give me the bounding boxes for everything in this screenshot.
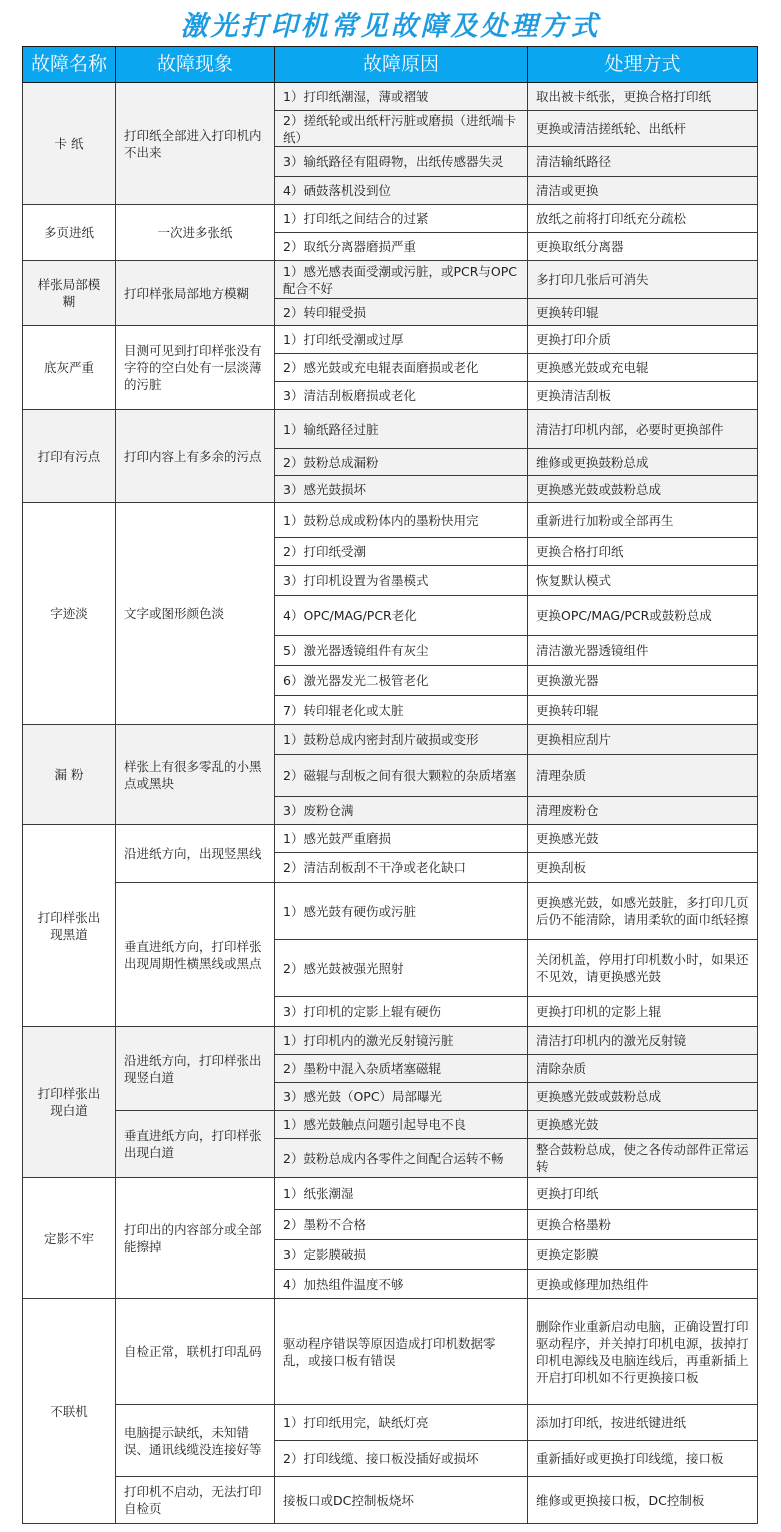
fault-solution: 更换感光鼓或鼓粉总成 [528, 476, 758, 503]
table-row [23, 1111, 758, 1139]
table-row [23, 825, 758, 853]
fault-cause: 3）打印机的定影上辊有硬伤 [275, 997, 528, 1027]
fault-phenomenon: 垂直进纸方向，打印样张出现周期性横黑线或黑点 [116, 883, 275, 1027]
fault-solution: 更换打印介质 [528, 326, 758, 354]
fault-solution: 更换合格墨粉 [528, 1210, 758, 1240]
fault-cause: 1）鼓粉总成或粉体内的墨粉快用完 [275, 503, 528, 538]
fault-solution: 清洁输纸路径 [528, 147, 758, 177]
fault-cause: 3）打印机设置为省墨模式 [275, 566, 528, 596]
fault-solution: 清洁打印机内部，必要时更换部件 [528, 410, 758, 449]
fault-solution: 取出被卡纸张，更换合格打印纸 [528, 83, 758, 111]
fault-cause: 1）打印机内的激光反射镜污脏 [275, 1027, 528, 1055]
fault-cause: 1）输纸路径过脏 [275, 410, 528, 449]
header-cause: 故障原因 [275, 47, 528, 83]
fault-cause: 1）打印纸用完，缺纸灯亮 [275, 1405, 528, 1441]
fault-solution: 关闭机盖，停用打印机数小时，如果还不见效，请更换感光鼓 [528, 940, 758, 997]
fault-solution: 更换或清洁搓纸轮、出纸杆 [528, 111, 758, 147]
header-row [23, 47, 758, 83]
fault-cause: 2）墨粉不合格 [275, 1210, 528, 1240]
fault-cause: 驱动程序错误等原因造成打印机数据零乱，或接口板有错误 [275, 1299, 528, 1405]
fault-solution: 多打印几张后可消失 [528, 261, 758, 299]
fault-solution: 更换感光鼓或充电辊 [528, 354, 758, 382]
fault-name: 打印样张出现黑道 [23, 825, 116, 1027]
page-title: 激光打印机常见故障及处理方式 [180, 11, 601, 42]
table-row [23, 503, 758, 538]
fault-cause: 3）清洁刮板磨损或老化 [275, 382, 528, 410]
fault-solution: 清洁激光器透镜组件 [528, 636, 758, 666]
fault-solution: 恢复默认模式 [528, 566, 758, 596]
table-row [23, 725, 758, 755]
fault-name: 不联机 [23, 1299, 116, 1524]
fault-phenomenon: 一次进多张纸 [116, 205, 275, 261]
fault-phenomenon: 自检正常，联机打印乱码 [116, 1299, 275, 1405]
fault-solution: 更换相应刮片 [528, 725, 758, 755]
fault-solution: 清除杂质 [528, 1055, 758, 1083]
fault-name: 字迹淡 [23, 503, 116, 725]
fault-solution: 维修或更换鼓粉总成 [528, 449, 758, 476]
fault-phenomenon: 打印样张局部地方模糊 [116, 261, 275, 326]
fault-name: 打印样张出现白道 [23, 1027, 116, 1178]
table-row [23, 326, 758, 354]
fault-cause: 2）感光鼓或充电辊表面磨损或老化 [275, 354, 528, 382]
fault-cause: 4）加热组件温度不够 [275, 1270, 528, 1299]
fault-solution: 更换定影膜 [528, 1240, 758, 1270]
fault-cause: 接板口或DC控制板烧坏 [275, 1477, 528, 1524]
fault-cause: 2）墨粉中混入杂质堵塞磁辊 [275, 1055, 528, 1083]
fault-solution: 更换打印纸 [528, 1178, 758, 1210]
fault-solution: 更换感光鼓 [528, 825, 758, 853]
table-row [23, 410, 758, 449]
fault-solution: 整合鼓粉总成，使之各传动部件正常运转 [528, 1139, 758, 1178]
fault-phenomenon: 打印机不启动，无法打印自检页 [116, 1477, 275, 1524]
fault-solution: 清理废粉仓 [528, 797, 758, 825]
fault-solution: 更换刮板 [528, 853, 758, 883]
fault-cause: 2）打印纸受潮 [275, 538, 528, 566]
fault-cause: 2）鼓粉总成内各零件之间配合运转不畅 [275, 1139, 528, 1178]
fault-cause: 3）废粉仓满 [275, 797, 528, 825]
fault-solution: 更换取纸分离器 [528, 233, 758, 261]
fault-solution: 清洁打印机内的激光反射镜 [528, 1027, 758, 1055]
fault-phenomenon: 打印出的内容部分或全部能擦掉 [116, 1178, 275, 1299]
fault-name: 定影不牢 [23, 1178, 116, 1299]
fault-cause: 1）打印纸受潮或过厚 [275, 326, 528, 354]
table-row [23, 1178, 758, 1210]
fault-cause: 1）感光鼓严重磨损 [275, 825, 528, 853]
fault-cause: 3）感光鼓（OPC）局部曝光 [275, 1083, 528, 1111]
fault-solution: 更换转印辊 [528, 696, 758, 725]
fault-name: 卡 纸 [23, 83, 116, 205]
fault-solution: 更换OPC/MAG/PCR或鼓粉总成 [528, 596, 758, 636]
fault-cause: 2）鼓粉总成漏粉 [275, 449, 528, 476]
fault-phenomenon: 目测可见到打印样张没有字符的空白处有一层淡薄的污脏 [116, 326, 275, 410]
fault-solution: 添加打印纸，按进纸键进纸 [528, 1405, 758, 1441]
fault-phenomenon: 垂直进纸方向，打印样张出现白道 [116, 1111, 275, 1178]
table-row [23, 883, 758, 940]
fault-cause: 1）感光感表面受潮或污脏，或PCR与OPC配合不好 [275, 261, 528, 299]
fault-phenomenon: 沿进纸方向，出现竖黑线 [116, 825, 275, 883]
fault-cause: 2）取纸分离器磨损严重 [275, 233, 528, 261]
fault-solution: 清洁或更换 [528, 177, 758, 205]
fault-table [22, 46, 758, 1524]
fault-cause: 7）转印辊老化或太脏 [275, 696, 528, 725]
fault-cause: 5）激光器透镜组件有灰尘 [275, 636, 528, 666]
fault-cause: 3）定影膜破损 [275, 1240, 528, 1270]
fault-solution: 更换感光鼓 [528, 1111, 758, 1139]
fault-cause: 2）清洁刮板刮不干净或老化缺口 [275, 853, 528, 883]
fault-phenomenon: 样张上有很多零乱的小黑点或黑块 [116, 725, 275, 825]
fault-name: 漏 粉 [23, 725, 116, 825]
fault-solution: 放纸之前将打印纸充分疏松 [528, 205, 758, 233]
fault-solution: 更换或修理加热组件 [528, 1270, 758, 1299]
fault-solution: 重新插好或更换打印线缆，接口板 [528, 1441, 758, 1477]
fault-cause: 1）打印纸潮湿，薄或褶皱 [275, 83, 528, 111]
fault-cause: 4）OPC/MAG/PCR老化 [275, 596, 528, 636]
fault-solution: 清理杂质 [528, 755, 758, 797]
fault-cause: 3）感光鼓损坏 [275, 476, 528, 503]
table-row [23, 1405, 758, 1441]
header-fault-name: 故障名称 [23, 47, 116, 83]
fault-cause: 1）纸张潮湿 [275, 1178, 528, 1210]
fault-cause: 1）感光鼓有硬伤或污脏 [275, 883, 528, 940]
table-row [23, 261, 758, 299]
fault-solution: 删除作业重新启动电脑，正确设置打印驱动程序，并关掉打印机电源，拔掉打印机电源线及电脑连线后，再重新插上开启打印机如不行更换接口板 [528, 1299, 758, 1405]
fault-phenomenon: 打印内容上有多余的污点 [116, 410, 275, 503]
fault-name: 底灰严重 [23, 326, 116, 410]
fault-solution: 更换感光鼓或鼓粉总成 [528, 1083, 758, 1111]
header-solution: 处理方式 [528, 47, 758, 83]
fault-name: 多页进纸 [23, 205, 116, 261]
fault-phenomenon: 打印纸全部进入打印机内不出来 [116, 83, 275, 205]
fault-cause: 2）搓纸轮或出纸杆污脏或磨损（进纸端卡纸） [275, 111, 528, 147]
fault-cause: 3）输纸路径有阻碍物，出纸传感器失灵 [275, 147, 528, 177]
fault-name: 打印有污点 [23, 410, 116, 503]
fault-phenomenon: 沿进纸方向，打印样张出现竖白道 [116, 1027, 275, 1111]
fault-solution: 更换合格打印纸 [528, 538, 758, 566]
table-row [23, 1477, 758, 1524]
table-row [23, 83, 758, 111]
fault-solution: 更换激光器 [528, 666, 758, 696]
table-row [23, 1299, 758, 1405]
fault-cause: 2）感光鼓被强光照射 [275, 940, 528, 997]
fault-cause: 6）激光器发光二极管老化 [275, 666, 528, 696]
fault-solution: 更换清洁刮板 [528, 382, 758, 410]
fault-cause: 4）硒鼓落机没到位 [275, 177, 528, 205]
fault-cause: 2）打印线缆、接口板没插好或损坏 [275, 1441, 528, 1477]
fault-phenomenon: 文字或图形颜色淡 [116, 503, 275, 725]
fault-cause: 1）感光鼓触点问题引起导电不良 [275, 1111, 528, 1139]
header-phenomenon: 故障现象 [116, 47, 275, 83]
fault-solution: 维修或更换接口板，DC控制板 [528, 1477, 758, 1524]
fault-solution: 更换感光鼓，如感光鼓脏，多打印几页后仍不能清除，请用柔软的面巾纸轻擦 [528, 883, 758, 940]
table-row [23, 205, 758, 233]
fault-phenomenon: 电脑提示缺纸，未知错误、通讯线缆没连接好等 [116, 1405, 275, 1477]
fault-name: 样张局部模糊 [23, 261, 116, 326]
fault-solution: 更换打印机的定影上辊 [528, 997, 758, 1027]
fault-cause: 1）打印纸之间结合的过紧 [275, 205, 528, 233]
table-row [23, 1027, 758, 1055]
fault-solution: 重新进行加粉或全部再生 [528, 503, 758, 538]
fault-cause: 1）鼓粉总成内密封刮片破损或变形 [275, 725, 528, 755]
fault-cause: 2）转印辊受损 [275, 299, 528, 326]
fault-cause: 2）磁辊与刮板之间有很大颗粒的杂质堵塞 [275, 755, 528, 797]
fault-solution: 更换转印辊 [528, 299, 758, 326]
